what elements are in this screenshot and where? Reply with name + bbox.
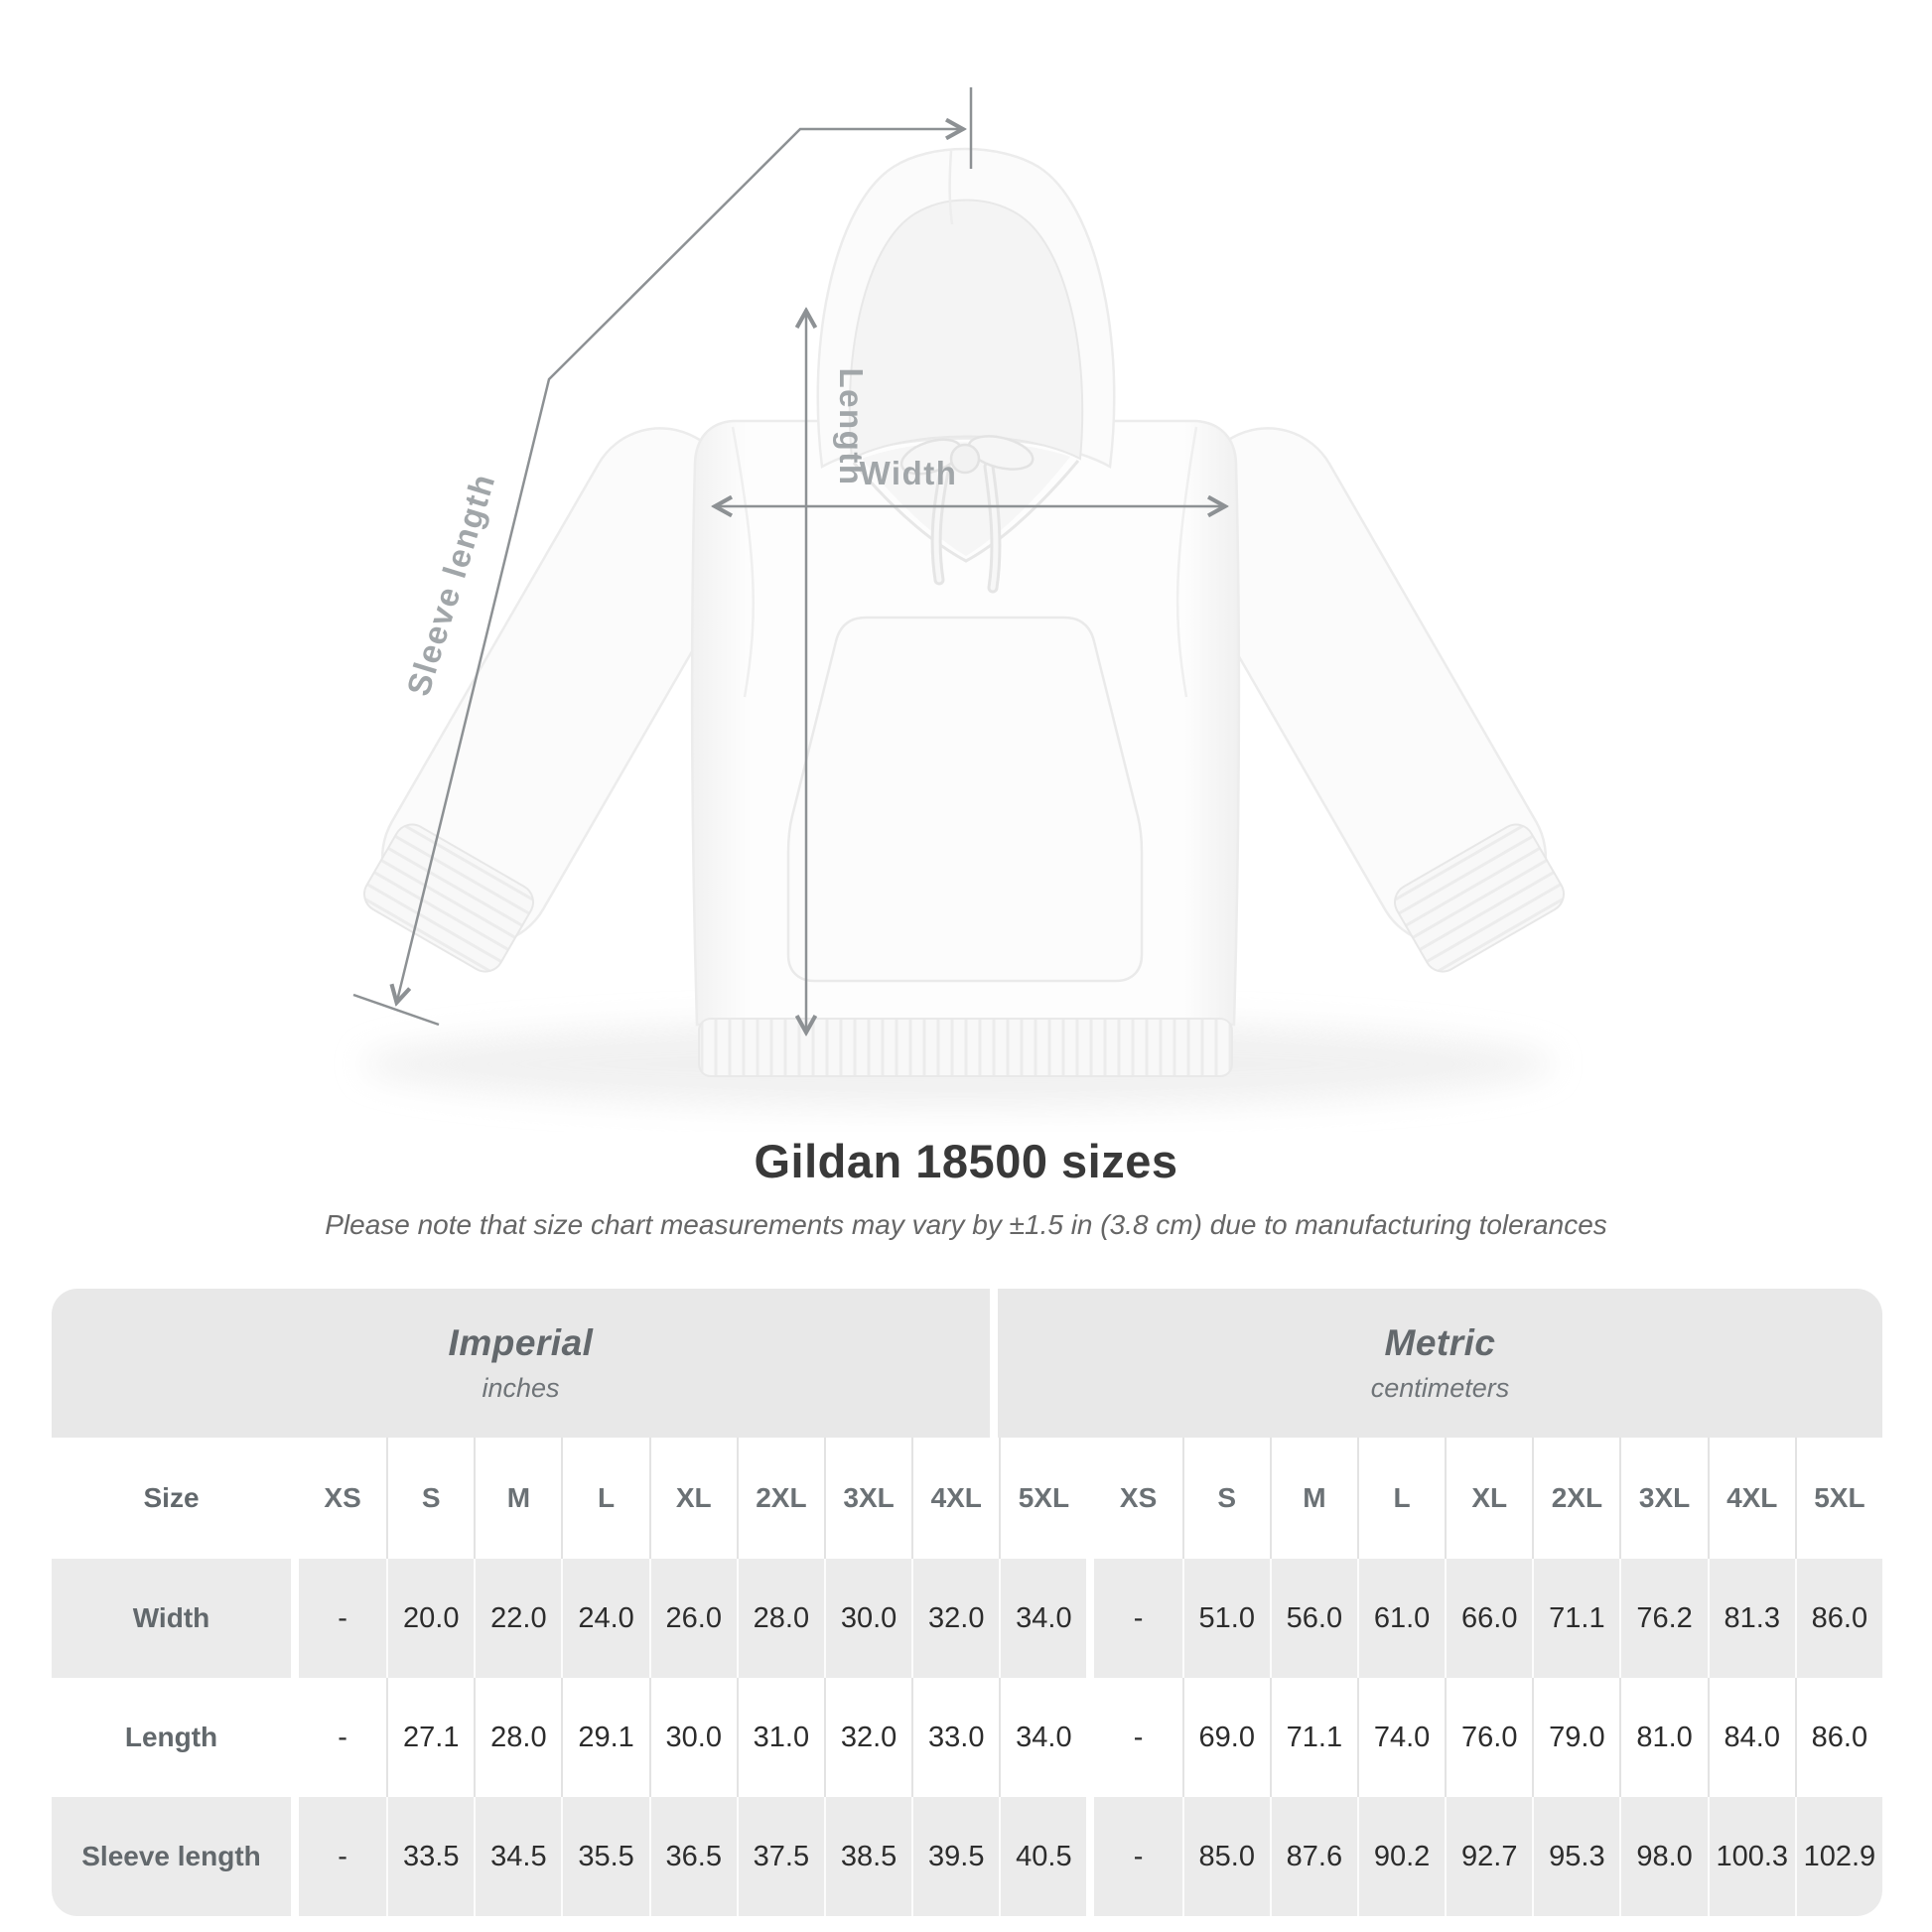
value-cell: - — [1133, 1721, 1144, 1753]
value-cell: 34.5 — [474, 1797, 561, 1916]
value-cell: 31.0 — [737, 1678, 824, 1797]
value-cell: 37.5 — [737, 1797, 824, 1916]
size-header-cell: S — [386, 1438, 474, 1559]
group-gap — [1086, 1438, 1094, 1559]
value-cell: 76.2 — [1619, 1559, 1707, 1678]
value-cell: 74.0 — [1357, 1678, 1445, 1797]
value-cell: 32.0 — [824, 1678, 911, 1797]
value-cell: 86.0 — [1795, 1678, 1882, 1797]
value-cell: - — [299, 1559, 386, 1678]
size-header-cell: 3XL — [1619, 1438, 1707, 1559]
tolerance-note: Please note that size chart measurements may vary by ±1.5 in (3.8 cm) due to manufacturing tolerances — [325, 1209, 1607, 1240]
size-header-cell: XL — [1445, 1438, 1532, 1559]
unit-header-band — [52, 1289, 1882, 1438]
value-cell: - — [299, 1797, 386, 1916]
value-cell: - — [1094, 1797, 1181, 1916]
size-column-header: Size — [143, 1482, 200, 1513]
table-row-width — [52, 1559, 1882, 1678]
row-label: Sleeve length — [52, 1797, 291, 1916]
size-header-cell: XL — [649, 1438, 737, 1559]
value-cell: 27.1 — [386, 1678, 474, 1797]
column-gap — [291, 1559, 299, 1678]
value-cell: 98.0 — [1619, 1797, 1707, 1916]
hoodie-illustration — [349, 149, 1579, 1108]
value-cell: 26.0 — [649, 1559, 737, 1678]
metric-unit: centimeters — [1370, 1373, 1510, 1403]
size-header-cell: XS — [1119, 1482, 1158, 1513]
value-cell: 56.0 — [1270, 1559, 1357, 1678]
size-header-cell: 5XL — [999, 1438, 1086, 1559]
value-cell: 100.3 — [1708, 1797, 1795, 1916]
value-cell: 38.5 — [824, 1797, 911, 1916]
table-row-sleeve-length — [52, 1797, 1882, 1916]
table-row-length — [52, 1678, 1882, 1797]
size-header-cell: XS — [324, 1482, 361, 1513]
value-cell: 95.3 — [1532, 1797, 1619, 1916]
value-cell: 35.5 — [561, 1797, 648, 1916]
sleeve-bottom-tick — [353, 995, 439, 1025]
row-label: Length — [124, 1722, 218, 1752]
value-cell: 30.0 — [824, 1559, 911, 1678]
value-cell: 32.0 — [911, 1559, 999, 1678]
size-header-cell: 5XL — [1795, 1438, 1882, 1559]
value-cell: 20.0 — [386, 1559, 474, 1678]
size-header-cell: M — [1270, 1438, 1357, 1559]
value-cell: 81.0 — [1619, 1678, 1707, 1797]
value-cell: 76.0 — [1445, 1678, 1532, 1797]
width-measure-label: Width — [859, 455, 958, 491]
column-gap — [291, 1438, 299, 1559]
size-header-cell: 3XL — [824, 1438, 911, 1559]
length-measure-label: Length — [833, 367, 870, 486]
value-cell: 40.5 — [999, 1797, 1086, 1916]
group-gap — [1086, 1678, 1094, 1797]
value-cell: 84.0 — [1708, 1678, 1795, 1797]
value-cell: 61.0 — [1357, 1559, 1445, 1678]
value-cell: 66.0 — [1445, 1559, 1532, 1678]
value-cell: 30.0 — [649, 1678, 737, 1797]
value-cell: 90.2 — [1357, 1797, 1445, 1916]
column-gap — [291, 1678, 299, 1797]
value-cell: 36.5 — [649, 1797, 737, 1916]
size-header-cell: 4XL — [911, 1438, 999, 1559]
size-header-cell: L — [561, 1438, 648, 1559]
size-chart-table — [52, 1289, 1882, 1916]
imperial-unit: inches — [482, 1373, 560, 1403]
sleeve-measure-label: Sleeve length — [399, 469, 502, 701]
size-header-cell: S — [1182, 1438, 1270, 1559]
group-gap — [1086, 1797, 1094, 1916]
value-cell: 24.0 — [561, 1559, 648, 1678]
value-cell: 81.3 — [1708, 1559, 1795, 1678]
column-gap — [291, 1797, 299, 1916]
metric-title: Metric — [1384, 1322, 1496, 1363]
value-cell: 71.1 — [1270, 1678, 1357, 1797]
value-cell: 71.1 — [1532, 1559, 1619, 1678]
value-cell: 28.0 — [474, 1678, 561, 1797]
value-cell: 85.0 — [1182, 1797, 1270, 1916]
size-header-cell: 2XL — [1532, 1438, 1619, 1559]
value-cell: 33.0 — [911, 1678, 999, 1797]
value-cell: 28.0 — [737, 1559, 824, 1678]
value-cell: 92.7 — [1445, 1797, 1532, 1916]
imperial-header — [52, 1289, 990, 1438]
value-cell: 34.0 — [999, 1559, 1086, 1678]
value-cell: 69.0 — [1182, 1678, 1270, 1797]
value-cell: - — [1094, 1559, 1181, 1678]
group-gap — [1086, 1559, 1094, 1678]
value-cell: 87.6 — [1270, 1797, 1357, 1916]
value-cell: 79.0 — [1532, 1678, 1619, 1797]
value-cell: 34.0 — [999, 1678, 1086, 1797]
size-header-cell: 4XL — [1708, 1438, 1795, 1559]
size-header-cell: L — [1357, 1438, 1445, 1559]
value-cell: 39.5 — [911, 1797, 999, 1916]
value-cell: 29.1 — [561, 1678, 648, 1797]
value-cell: 51.0 — [1182, 1559, 1270, 1678]
table-header-row — [52, 1438, 1882, 1559]
value-cell: 86.0 — [1795, 1559, 1882, 1678]
value-cell: 22.0 — [474, 1559, 561, 1678]
size-header-cell: M — [474, 1438, 561, 1559]
band-divider — [990, 1289, 998, 1438]
size-header-cell: 2XL — [737, 1438, 824, 1559]
metric-header — [998, 1289, 1882, 1438]
hem-band — [699, 1019, 1232, 1076]
value-cell: - — [338, 1721, 347, 1753]
kangaroo-pocket — [788, 618, 1142, 981]
imperial-title: Imperial — [448, 1322, 594, 1363]
value-cell: 33.5 — [386, 1797, 474, 1916]
page-title: Gildan 18500 sizes — [754, 1135, 1178, 1187]
value-cell: 102.9 — [1795, 1797, 1882, 1916]
row-label: Width — [52, 1559, 291, 1678]
